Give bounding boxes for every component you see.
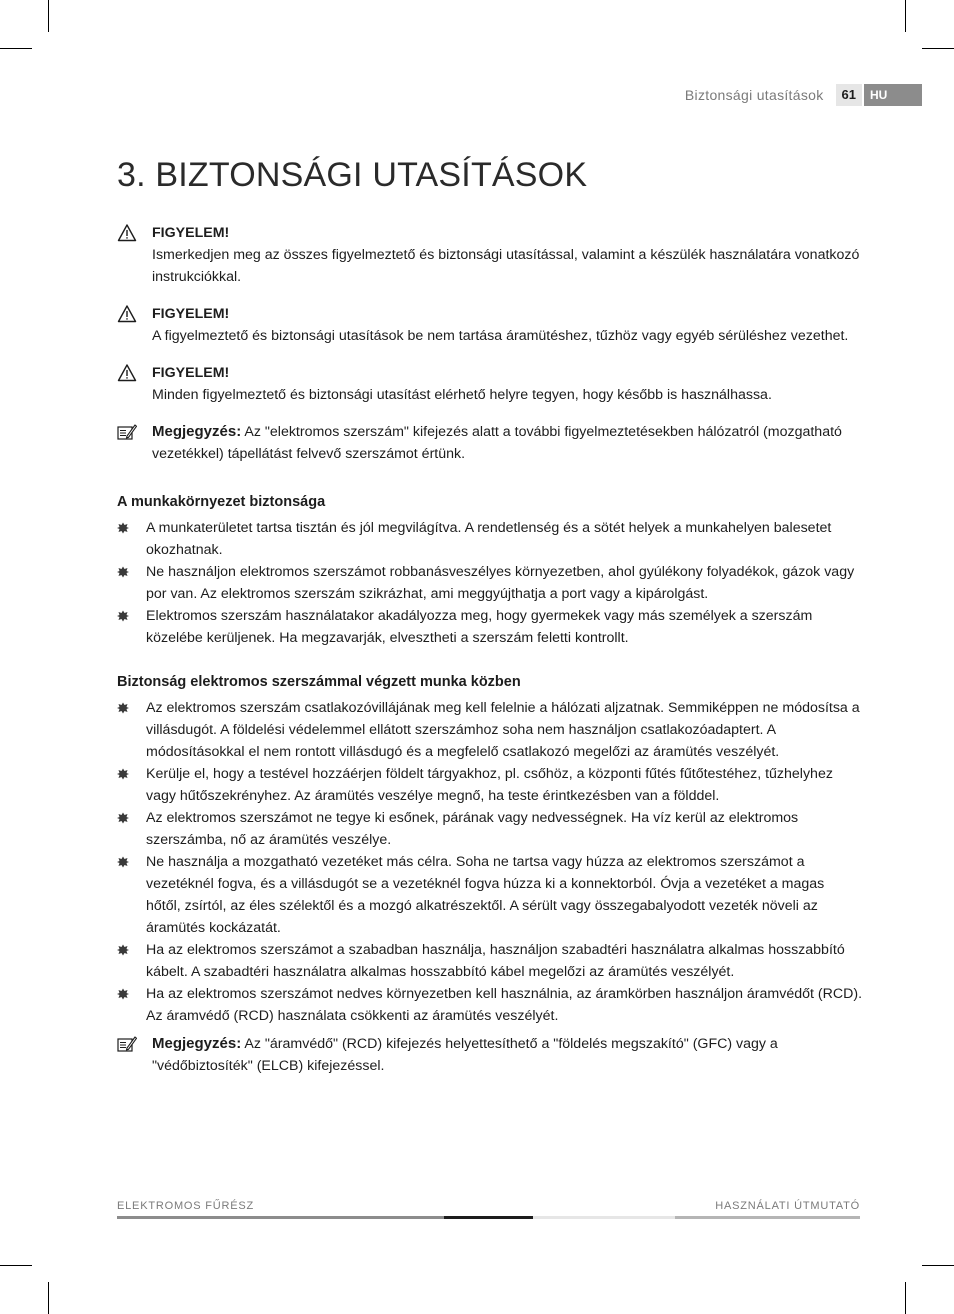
warning-notice [117,303,862,347]
footer-rule [117,1216,444,1219]
list-item [117,807,862,851]
bullet-icon [117,610,129,622]
list-item-text: Ne használjon elektromos szerszámot robbanásveszélyes környezetben, ahol gyúlékony folyadékok, gázok vagy por van. Az elektromos szerszám szikrázhat, ami meggyújthatja a port vagy a kipárolgást. [146,564,855,602]
list-item [117,939,862,983]
warning-icon [117,363,137,383]
warning-text: A figyelmeztető és biztonsági utasítások be nem tartása áramütéshez, tűzhöz vagy egyéb sérüléshez vezethet. [152,328,849,344]
footer-rule [444,1216,533,1219]
list-item-text: Kerülje el, hogy a testével hozzáérjen földelt tárgyakhoz, pl. csőhöz, a központi fűtés fűtőtestéhez, tűzhelyhez vagy hűtőszekrényhez. Az áramütés veszélye megnő, ha teste érintkezésben van a földdel. [146,766,833,804]
warning-notice [117,222,862,288]
crop-mark [922,48,954,49]
page-number: 61 [836,84,862,106]
bullet-icon [117,988,129,1000]
running-header [685,84,922,106]
bullet-icon [117,856,129,868]
bullet-icon [117,566,129,578]
warning-heading: FIGYELEM! [152,225,230,241]
footer-product-name: ELEKTROMOS FŰRÉSZ [117,1200,255,1212]
note-text: Az "áramvédő" (RCD) kifejezés helyettesíthető a "földelés megszakító" (GFC) vagy a "védőbiztosíték" (ELCB) kifejezéssel. [152,1036,778,1074]
note-label: Megjegyzés: [152,1035,242,1052]
bullet-icon [117,812,129,824]
list-item [117,983,862,1027]
footer-rule [533,1216,675,1219]
bullet-icon [117,944,129,956]
crop-mark [0,48,32,49]
section-heading-work-area: A munkakörnyezet biztonsága [117,494,326,510]
bullet-icon [117,768,129,780]
crop-mark [905,0,906,32]
page-title: 3. BIZTONSÁGI UTASÍTÁSOK [117,156,588,194]
crop-mark [922,1265,954,1266]
list-item [117,763,862,807]
footer-document-name: HASZNÁLATI ÚTMUTATÓ [715,1200,860,1212]
warning-notice [117,362,862,406]
list-item-text: Ha az elektromos szerszámot a szabadban használja, használjon szabadtéri használatra alkalmas hosszabbító kábelt. A szabadtéri használatra alkalmas hosszabbító kábel megelőzi az áramütés veszélyét. [146,942,845,980]
list-item [117,517,862,561]
list-item-text: Az elektromos szerszámot ne tegye ki esőnek, párának vagy nedvességnek. Ha víz kerül az elektromos szerszámba, nő az áramütés veszélye. [146,810,799,848]
list-item [117,697,862,763]
list-item-text: Ha az elektromos szerszámot nedves környezetben kell használnia, az áramkörben használjon áramvédőt (RCD). Az áramvédő (RCD) használata csökkenti az áramütés veszélyét. [146,986,863,1024]
list-item [117,851,862,939]
crop-mark [48,0,49,32]
bullet-icon [117,522,129,534]
crop-mark [48,1282,49,1314]
warning-icon [117,304,137,324]
note-box [117,1033,862,1077]
list-item [117,561,862,605]
note-icon [117,1034,137,1054]
list-item-text: Elektromos szerszám használatakor akadályozza meg, hogy gyermekek vagy más személyek a szerszám közelébe kerüljenek. Ha megzavarják, elvesztheti a szerszám feletti kontrollt. [146,608,813,646]
crop-mark [905,1282,906,1314]
list-item-text: Ne használja a mozgatható vezetéket más célra. Soha ne tartsa vagy húzza az elektromos szerszámot a vezetéknél fogva, és a villásdugót se a vezetéknél fogva húzza ki a konnektorból. Óvja a vezetéket a magas hőtől, zsírtól, az éles szélektől és a mozgó alkatrészektől. A sérült vagy összegabalyodott vezeték növeli az áramütés kockázatát. [146,854,825,936]
section-heading-electrical-safety: Biztonság elektromos szerszámmal végzett munka közben [117,674,521,690]
note-icon [117,422,137,442]
note-text: Az "elektromos szerszám" kifejezés alatt a további figyelmeztetésekben hálózatról (mozgatható vezetékkel) tápellátást felvevő szerszámot értünk. [152,424,842,462]
warning-heading: FIGYELEM! [152,306,230,322]
bullet-icon [117,702,129,714]
note-label: Megjegyzés: [152,423,242,440]
footer-rule [675,1216,860,1219]
list-item-text: Az elektromos szerszám csatlakozóvillájának meg kell felelnie a hálózati aljzatnak. Semmiképpen ne módosítsa a villásdugót. A földelési védelemmel ellátott szerszámhoz soha nem használjon csatlakozóadaptert. A módosításokkal el nem rontott villásdugó és a megfelelő csatlakozó megelőzi az áramütés veszélyét. [146,700,860,760]
header-section-title: Biztonsági utasítások [684,87,824,103]
language-tab: HU [864,84,922,106]
electrical-safety-list [117,697,862,1027]
list-item-text: A munkaterületet tartsa tisztán és jól megvilágítva. A rendetlenség és a sötét helyek a munkahelyen balesetet okozhatnak. [146,520,832,558]
crop-mark [0,1265,32,1266]
warning-text: Minden figyelmeztető és biztonsági utasítást elérhető helyre tegyen, hogy később is használhassa. [152,387,772,403]
warning-text: Ismerkedjen meg az összes figyelmeztető és biztonsági utasítással, valamint a készülék használatára vonatkozó instrukciókkal. [152,247,860,285]
work-area-list [117,517,862,649]
warning-heading: FIGYELEM! [152,365,230,381]
warning-icon [117,223,137,243]
list-item [117,605,862,649]
note-box [117,421,862,465]
page-content [117,222,862,1092]
